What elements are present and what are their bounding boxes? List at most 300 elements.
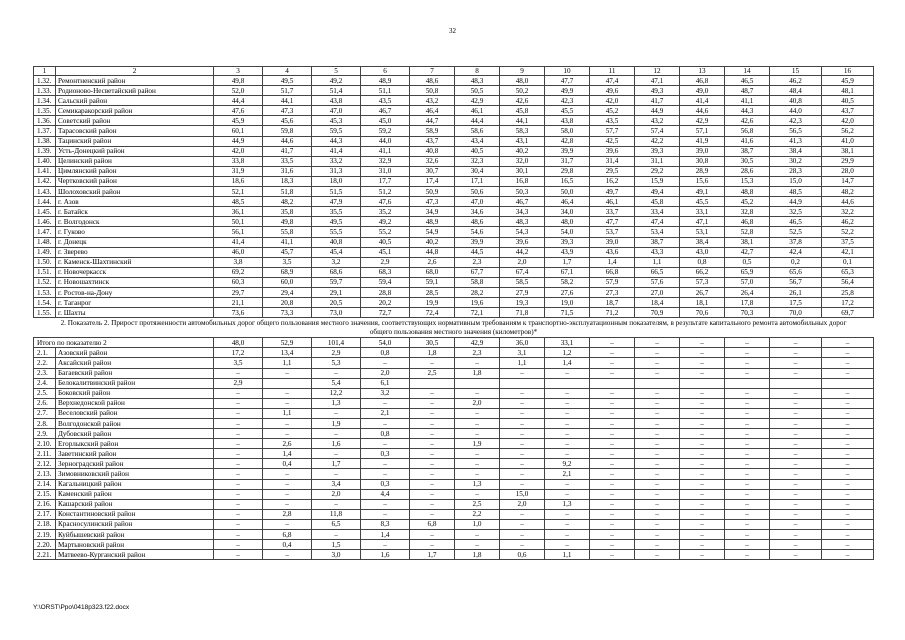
row-number-cell: 2.1. (34, 348, 56, 358)
value-cell: – (263, 519, 312, 529)
value-cell: 52,8 (725, 227, 770, 237)
value-cell: 45,4 (312, 247, 361, 257)
value-cell: – (410, 469, 455, 479)
value-cell: 17,1 (455, 176, 500, 186)
table-row (34, 509, 874, 519)
value-cell: – (635, 530, 680, 540)
value-cell: 3,2 (312, 257, 361, 267)
value-cell: 19,9 (410, 298, 455, 308)
value-cell: 53,4 (635, 227, 680, 237)
value-cell: – (590, 398, 635, 408)
page-number: 32 (449, 27, 456, 35)
value-cell: 52,2 (822, 227, 874, 237)
value-cell: 46,8 (725, 217, 770, 227)
value-cell: – (312, 449, 361, 459)
value-cell: 48,9 (361, 76, 410, 86)
value-cell: – (725, 439, 770, 449)
value-cell: – (214, 479, 263, 489)
value-cell: – (500, 540, 545, 550)
value-cell: 44,0 (770, 106, 822, 116)
value-cell: – (770, 479, 822, 489)
district-name-cell: г. Зверево (56, 247, 214, 257)
value-cell: – (590, 358, 635, 368)
district-name-cell: Зимовниковский район (56, 469, 214, 479)
value-cell: 1,3 (312, 398, 361, 408)
value-cell: – (214, 509, 263, 519)
value-cell: 19,6 (455, 298, 500, 308)
value-cell: 47,7 (545, 76, 590, 86)
value-cell: – (590, 550, 635, 560)
value-cell: 26,1 (770, 287, 822, 297)
value-cell: – (590, 449, 635, 459)
value-cell: 56,5 (770, 126, 822, 136)
value-cell: 65,6 (770, 267, 822, 277)
value-cell: – (455, 459, 500, 469)
value-cell: 50,5 (455, 86, 500, 96)
value-cell: 73,0 (312, 308, 361, 318)
value-cell: – (770, 540, 822, 550)
value-cell: 43,6 (590, 247, 635, 257)
value-cell: 42,1 (822, 247, 874, 257)
value-cell: – (680, 519, 725, 529)
value-cell: 41,7 (635, 96, 680, 106)
value-cell: – (590, 509, 635, 519)
value-cell: – (635, 449, 680, 459)
value-cell: 36,1 (214, 207, 263, 217)
value-cell: 45,5 (680, 197, 725, 207)
value-cell: – (214, 398, 263, 408)
value-cell: 40,5 (455, 146, 500, 156)
value-cell: 2,9 (361, 257, 410, 267)
value-cell: 53,7 (590, 227, 635, 237)
value-cell: 42,0 (590, 96, 635, 106)
row-number-cell: 2.2. (34, 358, 56, 368)
value-cell: – (500, 519, 545, 529)
value-cell: 18,3 (263, 176, 312, 186)
value-cell: 44,9 (214, 136, 263, 146)
column-number-header: 8 (455, 67, 500, 76)
value-cell: 72,1 (455, 308, 500, 318)
value-cell: – (635, 368, 680, 378)
value-cell: 27,6 (545, 287, 590, 297)
value-cell: – (680, 459, 725, 469)
district-name-cell: Веселовский район (56, 408, 214, 418)
value-cell: – (263, 429, 312, 439)
value-cell: 49,5 (263, 76, 312, 86)
table-row (34, 126, 874, 136)
column-number-header: 1 (34, 67, 56, 76)
district-name-cell: г. Новошахтинск (56, 277, 214, 287)
district-name-cell: Кагальницкий район (56, 479, 214, 489)
value-cell: 42,9 (680, 116, 725, 126)
value-cell: 58,3 (500, 126, 545, 136)
value-cell: 33,1 (680, 207, 725, 217)
value-cell: 41,1 (263, 237, 312, 247)
district-name-cell: Целинский район (56, 156, 214, 166)
value-cell: – (725, 479, 770, 489)
value-cell: – (680, 449, 725, 459)
value-cell: 45,9 (822, 76, 874, 86)
district-name-cell: Верхнедонской район (56, 398, 214, 408)
value-cell (770, 378, 822, 388)
value-cell: – (822, 439, 874, 449)
value-cell: – (725, 429, 770, 439)
district-name-cell: Каменский район (56, 489, 214, 499)
district-name-cell: г. Батайск (56, 207, 214, 217)
value-cell: 59,1 (410, 277, 455, 287)
value-cell: 50,3 (500, 187, 545, 197)
district-name-cell: Аксайский район (56, 358, 214, 368)
column-number-header-row (34, 67, 874, 76)
row-number-cell: 2.3. (34, 368, 56, 378)
value-cell: – (635, 429, 680, 439)
value-cell: – (680, 408, 725, 418)
value-cell: 45,0 (361, 116, 410, 126)
value-cell: 47,6 (361, 197, 410, 207)
value-cell: 18,0 (312, 176, 361, 186)
value-cell: 0,8 (680, 257, 725, 267)
district-name-cell: Зерноградский район (56, 459, 214, 469)
value-cell: 45,9 (214, 116, 263, 126)
table-row (34, 106, 874, 116)
value-cell: 59,5 (312, 126, 361, 136)
value-cell: 49,8 (263, 217, 312, 227)
table-row (34, 298, 874, 308)
value-cell: 6,8 (410, 519, 455, 529)
value-cell: 41,1 (361, 146, 410, 156)
value-cell: – (680, 388, 725, 398)
district-name-cell: г. Новочеркасск (56, 267, 214, 277)
value-cell: 46,2 (822, 217, 874, 227)
table-row (34, 237, 874, 247)
value-cell: 17,2 (822, 298, 874, 308)
table-row (34, 96, 874, 106)
value-cell: – (822, 489, 874, 499)
value-cell: – (770, 489, 822, 499)
column-number-header: 16 (822, 67, 874, 76)
value-cell: 32,2 (822, 207, 874, 217)
value-cell: – (455, 469, 500, 479)
value-cell: 20,8 (263, 298, 312, 308)
value-cell: 27,9 (500, 287, 545, 297)
value-cell: – (263, 499, 312, 509)
table-row (34, 358, 874, 368)
total-value-cell: 48,0 (214, 338, 263, 348)
row-number-cell: 1.47. (34, 227, 56, 237)
value-cell: 18,4 (635, 298, 680, 308)
value-cell: 69,7 (822, 308, 874, 318)
value-cell: 44,4 (455, 116, 500, 126)
value-cell: – (361, 459, 410, 469)
value-cell: 43,2 (410, 96, 455, 106)
district-name-cell: Сальский район (56, 96, 214, 106)
value-cell: 32,6 (410, 156, 455, 166)
value-cell: – (590, 348, 635, 358)
value-cell: 54,9 (410, 227, 455, 237)
value-cell: 45,2 (590, 106, 635, 116)
value-cell: 48,2 (263, 197, 312, 207)
value-cell: – (590, 469, 635, 479)
row-number-cell: 1.36. (34, 116, 56, 126)
table-row (34, 187, 874, 197)
value-cell: – (545, 439, 590, 449)
value-cell: 16,8 (500, 176, 545, 186)
value-cell: – (635, 358, 680, 368)
value-cell: 66,5 (635, 267, 680, 277)
value-cell: 54,0 (545, 227, 590, 237)
table-row (34, 479, 874, 489)
value-cell: 48,6 (410, 76, 455, 86)
value-cell: 2,9 (312, 348, 361, 358)
value-cell: 43,7 (822, 106, 874, 116)
value-cell: 1,4 (545, 358, 590, 368)
value-cell: 47,9 (312, 197, 361, 207)
value-cell: – (410, 479, 455, 489)
value-cell: 42,0 (214, 146, 263, 156)
value-cell: – (635, 519, 680, 529)
value-cell: – (214, 419, 263, 429)
value-cell: 66,8 (590, 267, 635, 277)
section-title-row (34, 318, 874, 338)
district-name-cell: Чертковский район (56, 176, 214, 186)
district-name-cell: Советский район (56, 116, 214, 126)
value-cell: 45,3 (312, 116, 361, 126)
column-number-header: 2 (56, 67, 214, 76)
value-cell: – (770, 499, 822, 509)
value-cell: 0,2 (770, 257, 822, 267)
value-cell (455, 378, 500, 388)
value-cell: 46,7 (500, 197, 545, 207)
value-cell: 45,6 (263, 116, 312, 126)
value-cell: 49,3 (635, 86, 680, 96)
row-number-cell: 1.32. (34, 76, 56, 86)
row-number-cell: 2.9. (34, 429, 56, 439)
value-cell: 2,6 (263, 439, 312, 449)
value-cell: 40,5 (361, 237, 410, 247)
table-row (34, 217, 874, 227)
value-cell: 28,2 (455, 287, 500, 297)
value-cell: – (680, 550, 725, 560)
value-cell: – (680, 530, 725, 540)
row-number-cell: 1.44. (34, 197, 56, 207)
value-cell: 71,5 (545, 308, 590, 318)
table-row (34, 247, 874, 257)
value-cell: 2,8 (263, 509, 312, 519)
district-name-cell: Багаевский район (56, 368, 214, 378)
value-cell: 60,1 (214, 126, 263, 136)
value-cell: – (725, 459, 770, 469)
value-cell: – (545, 398, 590, 408)
value-cell: 70,9 (635, 308, 680, 318)
value-cell: 42,4 (770, 247, 822, 257)
row-number-cell: 2.16. (34, 499, 56, 509)
value-cell: – (214, 439, 263, 449)
value-cell: – (312, 408, 361, 418)
column-number-header: 9 (500, 67, 545, 76)
value-cell: – (214, 519, 263, 529)
value-cell: – (770, 429, 822, 439)
value-cell: 44,5 (455, 247, 500, 257)
value-cell: 49,6 (590, 86, 635, 96)
value-cell: 8,3 (361, 519, 410, 529)
table-row (34, 136, 874, 146)
value-cell: – (263, 388, 312, 398)
row-number-cell: 1.41. (34, 166, 56, 176)
value-cell: 39,0 (680, 146, 725, 156)
district-name-cell: Волгодонской район (56, 419, 214, 429)
value-cell: – (770, 469, 822, 479)
value-cell: 35,8 (263, 207, 312, 217)
value-cell: 2,3 (455, 257, 500, 267)
value-cell: – (361, 499, 410, 509)
value-cell: 66,2 (680, 267, 725, 277)
value-cell: 28,0 (822, 166, 874, 176)
value-cell: – (635, 348, 680, 358)
value-cell: 42,6 (500, 96, 545, 106)
value-cell: – (410, 358, 455, 368)
value-cell: 0,3 (361, 449, 410, 459)
value-cell: 29,2 (635, 166, 680, 176)
value-cell: 47,3 (410, 197, 455, 207)
value-cell: – (545, 408, 590, 418)
district-name-cell: Константиновский район (56, 509, 214, 519)
value-cell: 2,5 (410, 368, 455, 378)
row-number-cell: 1.54. (34, 298, 56, 308)
value-cell: 58,5 (500, 277, 545, 287)
value-cell: 29,7 (214, 287, 263, 297)
value-cell: – (455, 408, 500, 418)
value-cell: 59,2 (361, 126, 410, 136)
row-number-cell: 2.6. (34, 398, 56, 408)
value-cell: 72,4 (410, 308, 455, 318)
value-cell: 51,5 (312, 187, 361, 197)
value-cell: 70,3 (725, 308, 770, 318)
value-cell: – (635, 459, 680, 469)
value-cell: 6,8 (263, 530, 312, 540)
value-cell: – (545, 530, 590, 540)
district-name-cell: Усть-Донецкий район (56, 146, 214, 156)
value-cell: 1,1 (263, 358, 312, 368)
district-name-cell: Мартыновский район (56, 540, 214, 550)
value-cell: 47,6 (214, 106, 263, 116)
value-cell: 55,2 (361, 227, 410, 237)
district-name-cell: Боковский район (56, 388, 214, 398)
value-cell: 44,6 (680, 106, 725, 116)
value-cell: – (410, 429, 455, 439)
table-row (34, 86, 874, 96)
value-cell: – (635, 419, 680, 429)
table-row (34, 257, 874, 267)
value-cell: – (500, 439, 545, 449)
district-name-cell: г. Ростов-на-Дону (56, 287, 214, 297)
value-cell: 6,5 (312, 519, 361, 529)
value-cell: 48,1 (822, 86, 874, 96)
value-cell: 28,5 (410, 287, 455, 297)
value-cell: – (361, 540, 410, 550)
value-cell: – (410, 388, 455, 398)
value-cell: 5,4 (312, 378, 361, 388)
value-cell: – (500, 429, 545, 439)
value-cell: – (590, 408, 635, 418)
value-cell: 20,2 (361, 298, 410, 308)
value-cell: 39,3 (545, 237, 590, 247)
value-cell: – (214, 459, 263, 469)
value-cell: 56,1 (214, 227, 263, 237)
value-cell: 49,2 (361, 217, 410, 227)
value-cell: – (822, 469, 874, 479)
column-number-header: 3 (214, 67, 263, 76)
table-row (34, 287, 874, 297)
value-cell: 1,8 (455, 550, 500, 560)
column-number-header: 7 (410, 67, 455, 76)
value-cell: – (590, 540, 635, 550)
value-cell (590, 378, 635, 388)
table-row (34, 76, 874, 86)
table-row (34, 429, 874, 439)
value-cell: – (590, 459, 635, 469)
value-cell: 17,8 (725, 298, 770, 308)
value-cell: 41,3 (770, 136, 822, 146)
total-value-cell: 36,0 (500, 338, 545, 348)
value-cell: 16,5 (545, 176, 590, 186)
value-cell: – (635, 509, 680, 519)
row-number-cell: 1.46. (34, 217, 56, 227)
value-cell: – (822, 550, 874, 560)
value-cell: 28,8 (361, 287, 410, 297)
value-cell: 47,0 (312, 106, 361, 116)
value-cell: 46,1 (590, 197, 635, 207)
value-cell: – (770, 509, 822, 519)
value-cell: 20,5 (312, 298, 361, 308)
row-number-cell: 1.39. (34, 146, 56, 156)
row-number-cell: 1.37. (34, 126, 56, 136)
value-cell: – (680, 540, 725, 550)
value-cell: – (590, 439, 635, 449)
value-cell: – (214, 550, 263, 560)
value-cell: 28,9 (680, 166, 725, 176)
value-cell: 2,0 (361, 368, 410, 378)
value-cell: – (770, 550, 822, 560)
value-cell: 34,6 (455, 207, 500, 217)
value-cell: 1,9 (455, 439, 500, 449)
row-number-cell: 1.51. (34, 267, 56, 277)
value-cell: 45,2 (725, 197, 770, 207)
value-cell: – (770, 398, 822, 408)
value-cell: 52,5 (770, 227, 822, 237)
row-number-cell: 1.43. (34, 187, 56, 197)
total-value-cell: – (635, 338, 680, 348)
value-cell: 26,4 (725, 287, 770, 297)
district-name-cell: г. Шахты (56, 308, 214, 318)
column-number-header: 12 (635, 67, 680, 76)
value-cell (680, 378, 725, 388)
value-cell: 0,6 (500, 550, 545, 560)
value-cell: 56,2 (822, 126, 874, 136)
district-name-cell: Куйбышевский район (56, 530, 214, 540)
value-cell: – (822, 419, 874, 429)
value-cell: 68,3 (361, 267, 410, 277)
value-cell: 57,0 (725, 277, 770, 287)
table-row (34, 146, 874, 156)
value-cell: – (680, 469, 725, 479)
table-row (34, 277, 874, 287)
value-cell: 57,4 (635, 126, 680, 136)
value-cell: 15,0 (500, 489, 545, 499)
value-cell: 40,5 (822, 96, 874, 106)
column-number-header: 4 (263, 67, 312, 76)
total-value-cell: – (725, 338, 770, 348)
value-cell: 50,2 (500, 86, 545, 96)
